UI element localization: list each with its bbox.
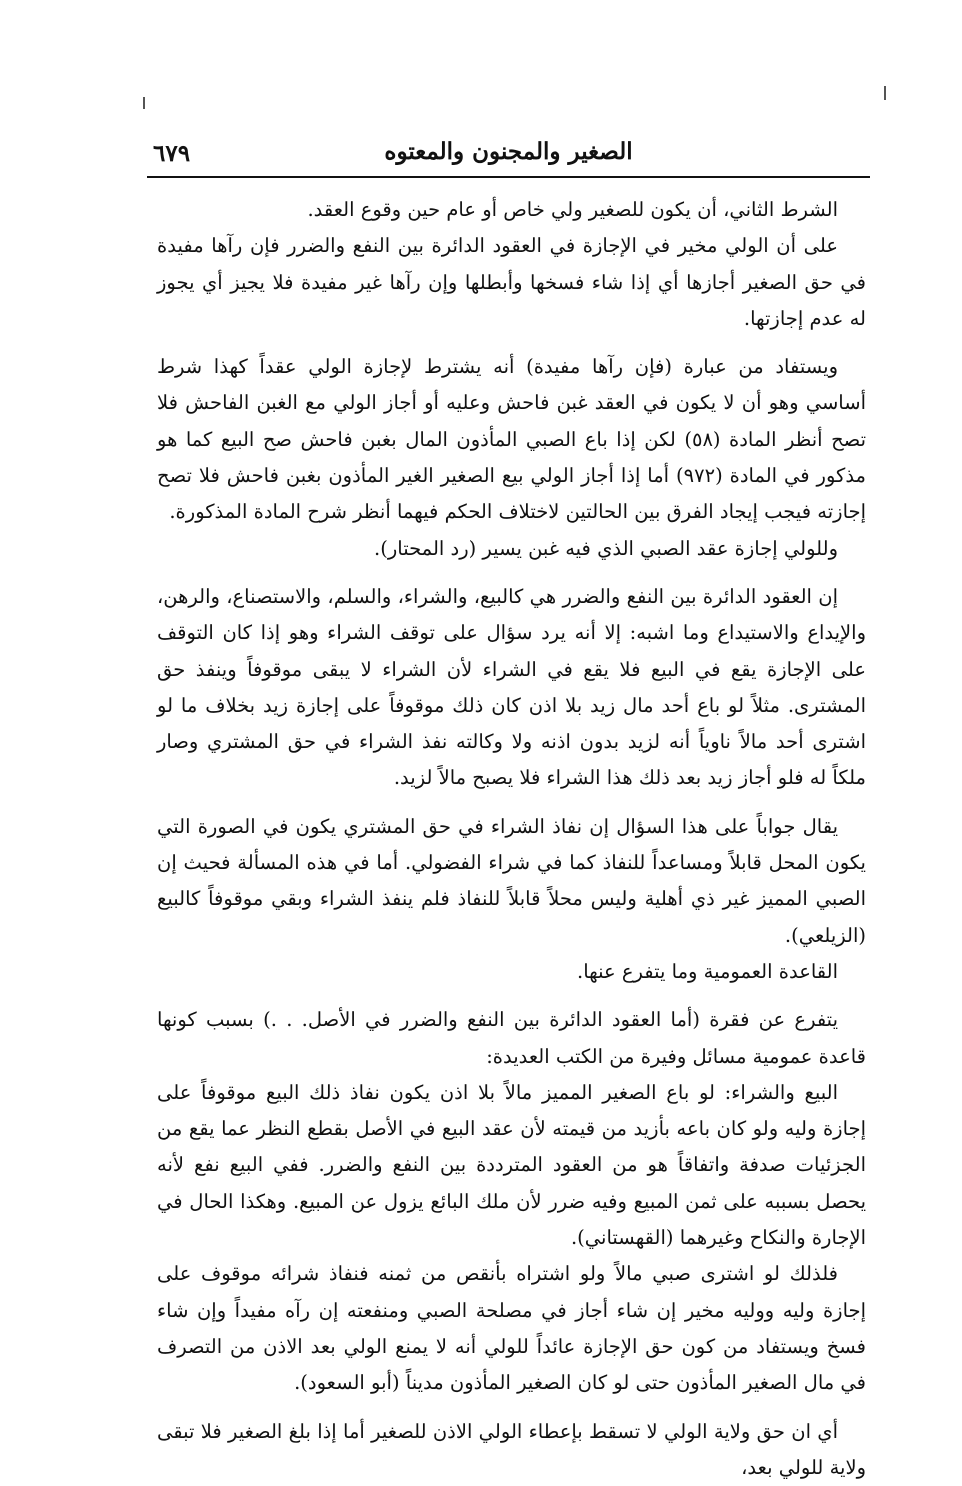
running-title: الصغير والمجنون والمعتوه [147, 138, 870, 165]
paragraph-sale-purchase: البيع والشراء: لو باع الصغير المميز مالاً بلا اذن يكون نفاذ ذلك البيع موقوفاً على إجازة وليه ولو كان باعه بأزيد من قيمته لأن عقد البيع في الأصل بقطع النظر عما يقع من الجزئيات صدفة واتفاقاً هو من العقود المترددة بين النفع والضرر. ففي البيع نفع لأنه يحصل بسببه على ثمن المبيع وفيه ضرر لأن ملك البائع يزول عن المبيع. وهكذا الحال في الإجارة والنكاح وغيرهما (القهستاني). [157, 1075, 866, 1256]
paragraph-contracts-list: إن العقود الدائرة بين النفع والضرر هي كالبيع، والشراء، والسلم، والاستصناع، والرهن، والإيداع والاستيداع وما اشبه: إلا أنه يرد سؤال على توقف الشراء وهو إذا كان التوقف على الإجازة يقع في البيع فلا يقع في الشراء لأن الشراء لا يبقى موقوفاً وينفذ حق المشترى. مثلاً لو باع أحد مال زيد بلا اذن كان ذلك موقوفاً على إجازة زيد بخلاف ما لو اشترى أحد مالاً ناوياً أنه لزيد بدون اذنه ولا وكالته نفذ الشراء في حق المشتري وصار ملكاً له فلو أجاز زيد بعد ذلك هذا الشراء فلا يصبح مالاً لزيد. [157, 579, 866, 797]
paragraph-guardianship-right: أي ان حق ولاية الولي لا تسقط بإعطاء الولي الاذن للصغير أما إذا بلغ الصغير فلا تبقى ولاية للولي بعد، [157, 1414, 866, 1486]
section-heading: القاعدة العمومية وما يتفرع عنها. [157, 954, 866, 990]
scan-mark-left [143, 97, 145, 109]
header-rule [147, 176, 870, 178]
paragraph-purchase-guardian: فلذلك لو اشترى صبي مالاً ولو اشتراه بأنقص من ثمنه فنفاذ شرائه موقوف على إجازة وليه ووليه مخير إن شاء أجاز في مصلحة الصبي ومنفعته إن رآه مفيداً وإن شاء فسخ ويستفاد من كون حق الإجازة عائداً للولي أنه لا يمنع الولي بعد الاذن من التصرف في مال الصغير المأذون حتى لو كان الصغير المأذون مديناً (أبو السعود). [157, 1256, 866, 1401]
scan-mark-right [884, 86, 886, 100]
paragraph-derived-rules: يتفرع عن فقرة (أما العقود الدائرة بين النفع والضرر في الأصل. . .) بسبب كونها قاعدة عمومية مسائل وفيرة من الكتب العديدة: [157, 1002, 866, 1075]
page-number: ٦٧٩ [153, 140, 190, 167]
paragraph-guardian-choice: على أن الولي مخير في الإجازة في العقود الدائرة بين النفع والضرر فإن رآها مفيدة في حق الصغير أجازها أي إذا شاء فسخها وأبطلها وإن رآها غير مفيدة فلا يجيز أي يجوز له عدم إجازتها. [157, 228, 866, 337]
paragraph-minor-loss: وللولي إجازة عقد الصبي الذي فيه غبن يسير (رد المحتار). [157, 531, 866, 567]
page-header [147, 138, 870, 176]
paragraph-answer: يقال جواباً على هذا السؤال إن نفاذ الشراء في حق المشتري يكون في الصورة التي يكون المحل قابلاً ومساعداً للنفاذ كما في شراء الفضولي. أما في هذه المسألة فحيث إن الصبي المميز غير ذي أهلية وليس محلاً قابلاً للنفاذ فلم ينفذ الشراء وبقي موقوفاً كالبيع (الزيلعي). [157, 809, 866, 954]
paragraph-condition-two: الشرط الثاني، أن يكون للصغير ولي خاص أو عام حين وقوع العقد. [157, 192, 866, 228]
paragraph-useful-clause: ويستفاد من عبارة (فإن رآها مفيدة) أنه يشترط لإجازة الولي عقداً كهذا شرط أساسي وهو أن لا يكون في العقد غبن فاحش وعليه أو أجاز الولي مع الغبن الفاحش فلا تصح أنظر المادة (٥٨) لكن إذا باع الصبي المأذون المال بغبن فاحش صح البيع كما هو مذكور في المادة (٩٧٢) أما إذا أجاز الولي بيع الصغير الغير المأذون بغبن فاحش فلا تصح إجازته فيجب إيجاد الفرق بين الحالتين لاختلاف الحكم فيهما أنظر شرح المادة المذكورة. [157, 349, 866, 530]
body-text [157, 192, 866, 1486]
